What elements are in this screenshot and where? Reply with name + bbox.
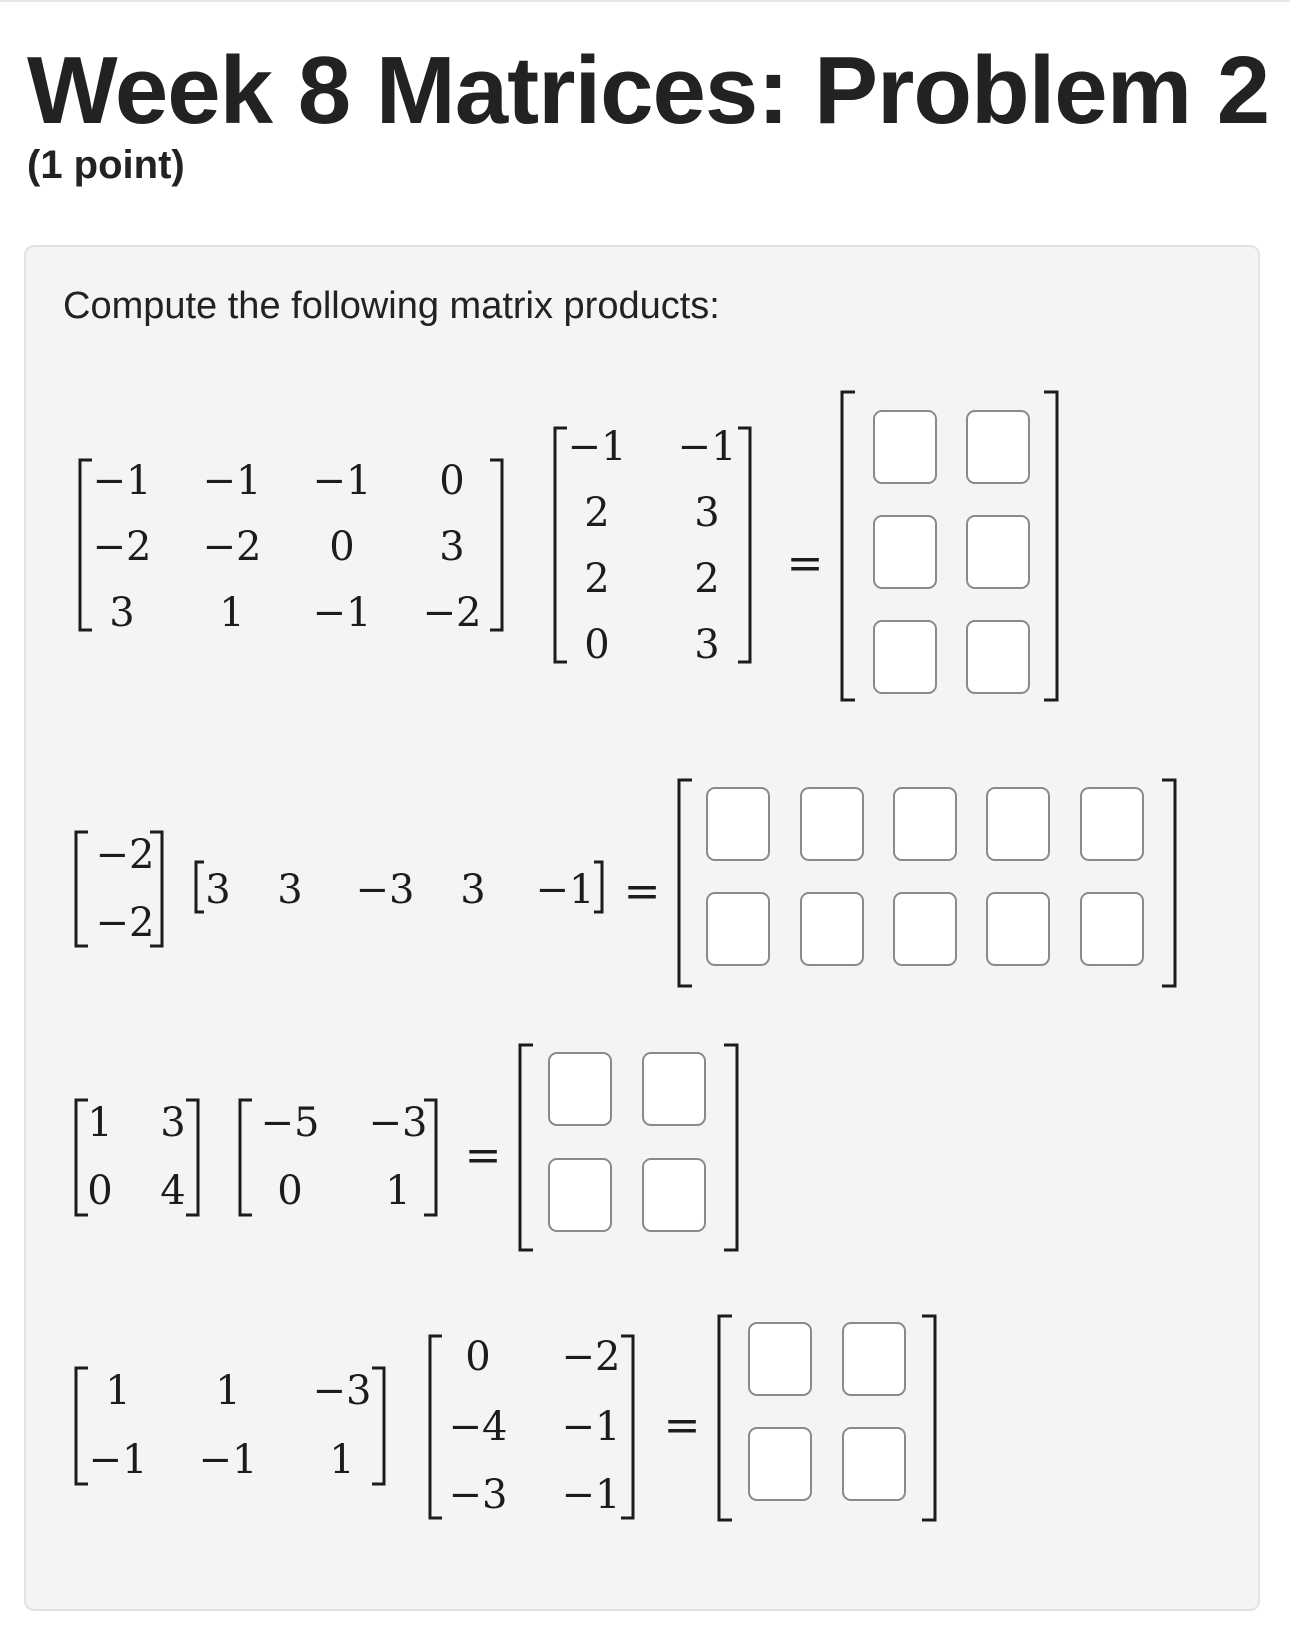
matrix-entry: 0 — [439, 458, 465, 504]
answer-input-p4-r1-c2[interactable] — [842, 1322, 906, 1396]
matrix-entry: 2 — [584, 490, 610, 536]
problem-instruction: Compute the following matrix products: — [63, 285, 720, 327]
matrix-entry: 0 — [87, 1168, 113, 1214]
answer-input-p4-r2-c1[interactable] — [748, 1427, 812, 1501]
matrix-entry: −2 — [561, 1334, 621, 1380]
matrix-entry: −3 — [368, 1100, 428, 1146]
matrix-entry: −2 — [422, 590, 482, 636]
matrix-entry: 3 — [277, 867, 303, 913]
answer-input-p1-r1-c2[interactable] — [966, 410, 1030, 484]
matrix-entry: −1 — [535, 867, 595, 913]
problem-card — [24, 245, 1260, 1611]
matrix-entry: −1 — [202, 458, 262, 504]
equals-sign: = — [786, 538, 824, 589]
equals-sign: = — [663, 1400, 701, 1451]
answer-input-p4-r1-c1[interactable] — [748, 1322, 812, 1396]
matrix-entry: −1 — [677, 424, 737, 470]
matrix-entry: −3 — [312, 1368, 372, 1414]
answer-input-p1-r1-c1[interactable] — [873, 410, 937, 484]
matrix-entry: −3 — [355, 867, 415, 913]
equals-sign: = — [464, 1130, 502, 1181]
answer-input-p2-r1-c4[interactable] — [986, 787, 1050, 861]
matrix-entry: −1 — [567, 424, 627, 470]
answer-input-p3-r2-c2[interactable] — [642, 1158, 706, 1232]
matrix-entry: −1 — [561, 1404, 621, 1450]
matrix-entry: −1 — [312, 458, 372, 504]
answer-input-p4-r2-c2[interactable] — [842, 1427, 906, 1501]
answer-input-p1-r2-c1[interactable] — [873, 515, 937, 589]
answer-input-p3-r1-c2[interactable] — [642, 1052, 706, 1126]
answer-input-p3-r2-c1[interactable] — [548, 1158, 612, 1232]
matrix-entry: 3 — [439, 524, 465, 570]
point-value: (1 point) — [27, 143, 185, 187]
matrix-entry: −4 — [448, 1404, 508, 1450]
equals-sign: = — [623, 866, 661, 917]
answer-input-p2-r1-c5[interactable] — [1080, 787, 1144, 861]
answer-input-p1-r3-c1[interactable] — [873, 620, 937, 694]
answer-input-p2-r1-c3[interactable] — [893, 787, 957, 861]
matrix-entry: 0 — [584, 622, 610, 668]
matrix-entry: 1 — [87, 1100, 113, 1146]
matrix-entry: −1 — [88, 1437, 148, 1483]
matrix-entry: 3 — [460, 867, 486, 913]
matrix-entry: −1 — [312, 590, 372, 636]
matrix-entry: 2 — [694, 556, 720, 602]
matrix-entry: 0 — [329, 524, 355, 570]
matrix-entry: −3 — [448, 1472, 508, 1518]
matrix-entry: 3 — [160, 1100, 186, 1146]
matrix-entry: −1 — [198, 1437, 258, 1483]
matrix-entry: 4 — [160, 1168, 186, 1214]
matrix-entry: 3 — [109, 590, 135, 636]
matrix-entry: 0 — [465, 1334, 491, 1380]
answer-input-p2-r2-c2[interactable] — [800, 892, 864, 966]
matrix-entry: −2 — [202, 524, 262, 570]
matrix-entry: −1 — [92, 458, 152, 504]
matrix-entry: 1 — [385, 1168, 411, 1214]
answer-input-p1-r2-c2[interactable] — [966, 515, 1030, 589]
matrix-entry: 0 — [277, 1168, 303, 1214]
matrix-entry: 3 — [694, 490, 720, 536]
matrix-entry: −1 — [561, 1472, 621, 1518]
matrix-entry: −5 — [260, 1100, 320, 1146]
answer-input-p2-r1-c1[interactable] — [706, 787, 770, 861]
matrix-entry: −2 — [92, 524, 152, 570]
matrix-entry: 1 — [215, 1368, 241, 1414]
matrix-entry: −2 — [95, 900, 155, 946]
page-title: Week 8 Matrices: Problem 2 — [27, 37, 1270, 144]
answer-input-p1-r3-c2[interactable] — [966, 620, 1030, 694]
answer-input-p2-r2-c5[interactable] — [1080, 892, 1144, 966]
matrix-entry: 1 — [105, 1368, 131, 1414]
matrix-entry: 1 — [329, 1437, 355, 1483]
answer-input-p2-r2-c4[interactable] — [986, 892, 1050, 966]
answer-input-p2-r2-c3[interactable] — [893, 892, 957, 966]
answer-input-p2-r1-c2[interactable] — [800, 787, 864, 861]
matrix-entry: −2 — [95, 832, 155, 878]
matrix-entry: 2 — [584, 556, 610, 602]
matrix-entry: 1 — [219, 590, 245, 636]
matrix-entry: 3 — [694, 622, 720, 668]
answer-input-p2-r2-c1[interactable] — [706, 892, 770, 966]
top-divider — [0, 0, 1290, 2]
matrix-entry: 3 — [205, 867, 231, 913]
answer-input-p3-r1-c1[interactable] — [548, 1052, 612, 1126]
